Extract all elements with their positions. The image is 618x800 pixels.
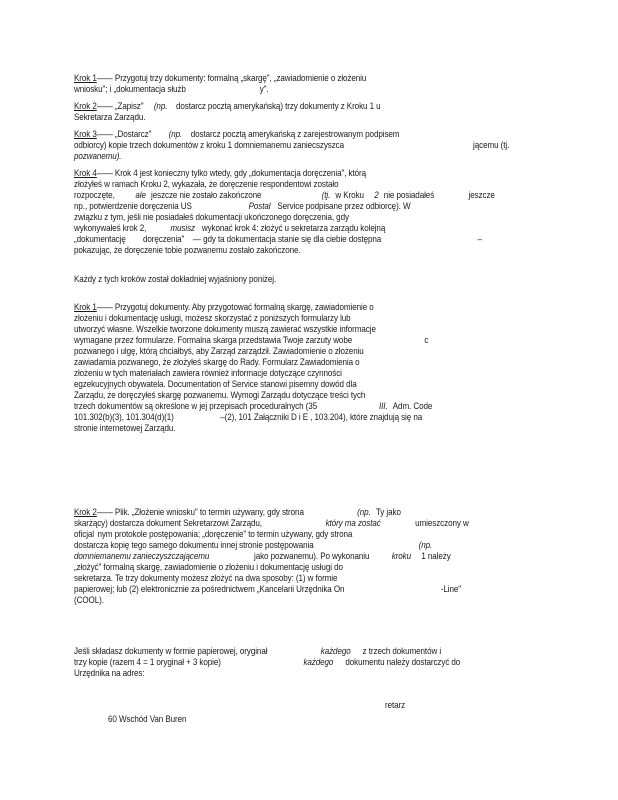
- text-line: [74, 656, 460, 667]
- text-line: [74, 244, 301, 255]
- italic-text: III.: [378, 400, 388, 411]
- text-line: [74, 139, 509, 150]
- italic-text: (np.: [418, 539, 433, 550]
- text-line: [74, 645, 441, 656]
- text-span: oficjal: [74, 528, 95, 539]
- step-label: Krok 3: [74, 128, 97, 139]
- text-span: odbiorcy) kopie trzech dokumentów z kroku 1 domniemanemu zaniecszyszca: [74, 139, 345, 150]
- text-span: zawiadamia pozwanego, że złożyłeś skargę do Rady. Formularz Zawiadomienia o: [74, 356, 360, 367]
- text-span: Urzędnika na adres:: [74, 667, 145, 678]
- text-span: jeszcze: [468, 189, 495, 200]
- text-line: [74, 233, 482, 244]
- text-span: —— Krok 4 jest konieczny tylko wtedy, gdy „dokumentacja doręczenia", którą: [96, 167, 367, 178]
- text-span: 1 należy: [421, 550, 451, 561]
- text-line: [74, 422, 175, 433]
- text-span: —— Plik. „Złożenie wniosku" to termin używany, gdy strona: [96, 506, 304, 517]
- italic-text: pozwanemu).: [74, 150, 122, 161]
- text-span: Service podpisane przez odbiorcę). W: [277, 200, 411, 211]
- italic-text: ale: [135, 189, 146, 200]
- italic-text: (np.: [357, 506, 371, 517]
- text-span: złożyłeś w ramach Kroku 2, wykazała, że doręczenie respondentowi zostało: [74, 178, 339, 189]
- text-line: [74, 200, 411, 211]
- text-span: -Line": [440, 583, 462, 594]
- text-span: z trzech dokumentów i: [362, 645, 442, 656]
- text-line: [74, 72, 366, 83]
- text-span: retarz: [385, 699, 406, 710]
- text-line: [74, 167, 366, 178]
- text-span: egzekucyjnych obywatela. Documentation of Service stanowi pisemny dowód dla: [74, 378, 357, 389]
- italic-text: musisz: [170, 222, 195, 233]
- text-span: Zarządu, że doręczyłeś skargę pozwanemu. Wymogi Zarządu dotyczące treści tych: [74, 389, 366, 400]
- text-line: [74, 411, 422, 422]
- text-line: [74, 400, 432, 411]
- text-span: papierowej; lub (2) elektronicznie za pośrednictwem „Kancelarii Urzędnika On: [74, 583, 345, 594]
- text-span: —— „Zapisz": [96, 100, 144, 111]
- text-span: skarżący) dostarcza dokument Sekretarzowi Zarządu,: [74, 517, 262, 528]
- text-line: [74, 150, 121, 161]
- text-span: np., potwierdzenie doręczenia US: [74, 200, 192, 211]
- text-line: [74, 594, 104, 605]
- text-span: trzy kopie (razem 4 = 1 oryginał + 3 kopie): [74, 656, 221, 667]
- text-span: dostarcz pocztą amerykańską z zarejestrowanym podpisem: [190, 128, 400, 139]
- text-span: nym protokole postępowania; „doręczenie" to termin używany, gdy strona: [97, 528, 353, 539]
- text-line: [74, 378, 357, 389]
- text-line: [74, 550, 451, 561]
- text-span: Adm. Code: [392, 400, 433, 411]
- text-line: [74, 667, 145, 678]
- italic-text: (tj.: [321, 189, 331, 200]
- text-span: Jeśli składasz dokumenty w formie papierowej, oryginał: [74, 645, 268, 656]
- text-line: [74, 128, 399, 139]
- italic-text: (np.: [153, 100, 168, 111]
- text-span: dostarcz pocztą amerykańską) trzy dokumenty z Kroku 1 u: [175, 100, 381, 111]
- text-span: —— Przygotuj dokumenty. Aby przygotować formalną skargę, zawiadomienie o: [96, 301, 374, 312]
- text-line: [74, 222, 385, 233]
- text-line: [74, 111, 145, 122]
- text-span: —— Przygotuj trzy dokumenty: formalną „skargę", „zawiadomienie o złożeniu: [96, 72, 367, 83]
- text-span: utworzyć własne. Wszelkie tworzone dokumenty muszą zawierać wszystkie informacje: [74, 323, 376, 334]
- text-span: „złożyć" formalną skargę, zawiadomienie o złożeniu i dokumentację usługi do: [74, 561, 343, 572]
- step-label: Krok 2: [74, 506, 97, 517]
- text-line: [74, 506, 401, 517]
- text-line: [74, 572, 337, 583]
- text-line: [74, 211, 349, 222]
- text-span: wniosku"; i „dokumentacja służb: [74, 83, 186, 94]
- text-span: y".: [259, 83, 269, 94]
- step-label: Krok 1: [74, 301, 97, 312]
- italic-text: każdego: [303, 656, 334, 667]
- text-line: [74, 389, 365, 400]
- text-span: —— „Dostarcz": [96, 128, 152, 139]
- text-span: c: [424, 334, 429, 345]
- text-line: [74, 323, 376, 334]
- text-line: [74, 334, 428, 345]
- text-span: wykonywałeś krok 2,: [74, 222, 147, 233]
- text-line: [74, 356, 360, 367]
- text-span: Każdy z tych kroków został dokładniej wyjaśniony poniżej.: [74, 273, 277, 284]
- text-line: [74, 528, 352, 539]
- text-span: pozwanego i ulgę, którą chciałbyś, aby Zarząd zarządził. Zawiadomienie o złożeniu: [74, 345, 364, 356]
- text-line: [74, 367, 342, 378]
- text-line: [74, 539, 432, 550]
- text-line: [74, 312, 351, 323]
- text-span: wykonać krok 4: złożyć u sekretarza zarządu kolejną: [201, 222, 386, 233]
- text-line: [74, 100, 381, 111]
- text-line: [74, 301, 374, 312]
- text-span: złożeniu w tych materiałach zawiera również informacje dotyczące czynności: [74, 367, 342, 378]
- text-span: złożeniu i dokumentację usługi, możesz skorzystać z poniższych formularzy lub: [74, 312, 351, 323]
- text-line: [385, 699, 405, 710]
- text-line: [108, 713, 186, 724]
- text-line: [74, 178, 338, 189]
- text-span: w Kroku: [335, 189, 364, 200]
- italic-text: każdego: [320, 645, 351, 656]
- text-span: –(2), 101 Załączniki D i E , 103.204), które znajdują się na: [220, 411, 423, 422]
- italic-text: kroku: [391, 550, 412, 561]
- text-span: 101.302(b)(3), 101.304(d)(1): [74, 411, 174, 422]
- text-span: 60 Wschód Van Buren: [108, 713, 187, 724]
- text-span: jeszcze nie zostało zakończone: [151, 189, 262, 200]
- text-span: związku z tym, jeśli nie posiadałeś dokumentacji ukończonego doręczenia, gdy: [74, 211, 349, 222]
- text-span: — gdy ta dokumentacja stanie się dla ciebie dostępna: [192, 233, 382, 244]
- text-line: [74, 189, 495, 200]
- text-span: trzech dokumentów są określone w jej przepisach proceduralnych (35: [74, 400, 318, 411]
- text-span: nie posiadałeś: [383, 189, 435, 200]
- step-label: Krok 1: [74, 72, 97, 83]
- text-span: Sekretarza Zarządu.: [74, 111, 146, 122]
- text-line: [74, 517, 469, 528]
- text-span: rozpoczęte,: [74, 189, 115, 200]
- text-line: [74, 561, 343, 572]
- text-span: umieszczony w: [415, 517, 469, 528]
- text-span: Ty jako: [375, 506, 401, 517]
- step-label: Krok 2: [74, 100, 97, 111]
- text-span: (COOL).: [74, 594, 104, 605]
- text-span: dokumentu należy dostarczyć do: [345, 656, 461, 667]
- italic-text: domniemanemu zanieczyszczającemu: [74, 550, 210, 561]
- step-label: Krok 4: [74, 167, 97, 178]
- text-span: dostarcza kopię tego samego dokumentu innej stronie postępowania: [74, 539, 314, 550]
- text-line: [74, 345, 364, 356]
- text-span: jako pozwanemu). Po wykonaniu: [253, 550, 370, 561]
- text-span: doręczenia": [142, 233, 185, 244]
- italic-text: 2: [374, 189, 379, 200]
- text-span: sekretarza. Te trzy dokumenty możesz złożyć na dwa sposoby: (1) w formie: [74, 572, 338, 583]
- text-line: [74, 273, 276, 284]
- text-span: –: [477, 233, 482, 244]
- italic-text: (np.: [168, 128, 183, 139]
- text-span: stronie internetowej Zarządu.: [74, 422, 176, 433]
- text-span: pokazując, że doręczenie tobie pozwanemu zostało zakończone.: [74, 244, 301, 255]
- text-span: wymagane przez formularze. Formalna skarga przedstawia Twoje zarzuty wobe: [74, 334, 353, 345]
- text-span: „dokumentację: [74, 233, 126, 244]
- text-line: [74, 83, 269, 94]
- text-line: [74, 583, 461, 594]
- text-span: jącemu (tj.: [473, 139, 510, 150]
- italic-text: Postal: [248, 200, 271, 211]
- italic-text: który ma zostać: [325, 517, 381, 528]
